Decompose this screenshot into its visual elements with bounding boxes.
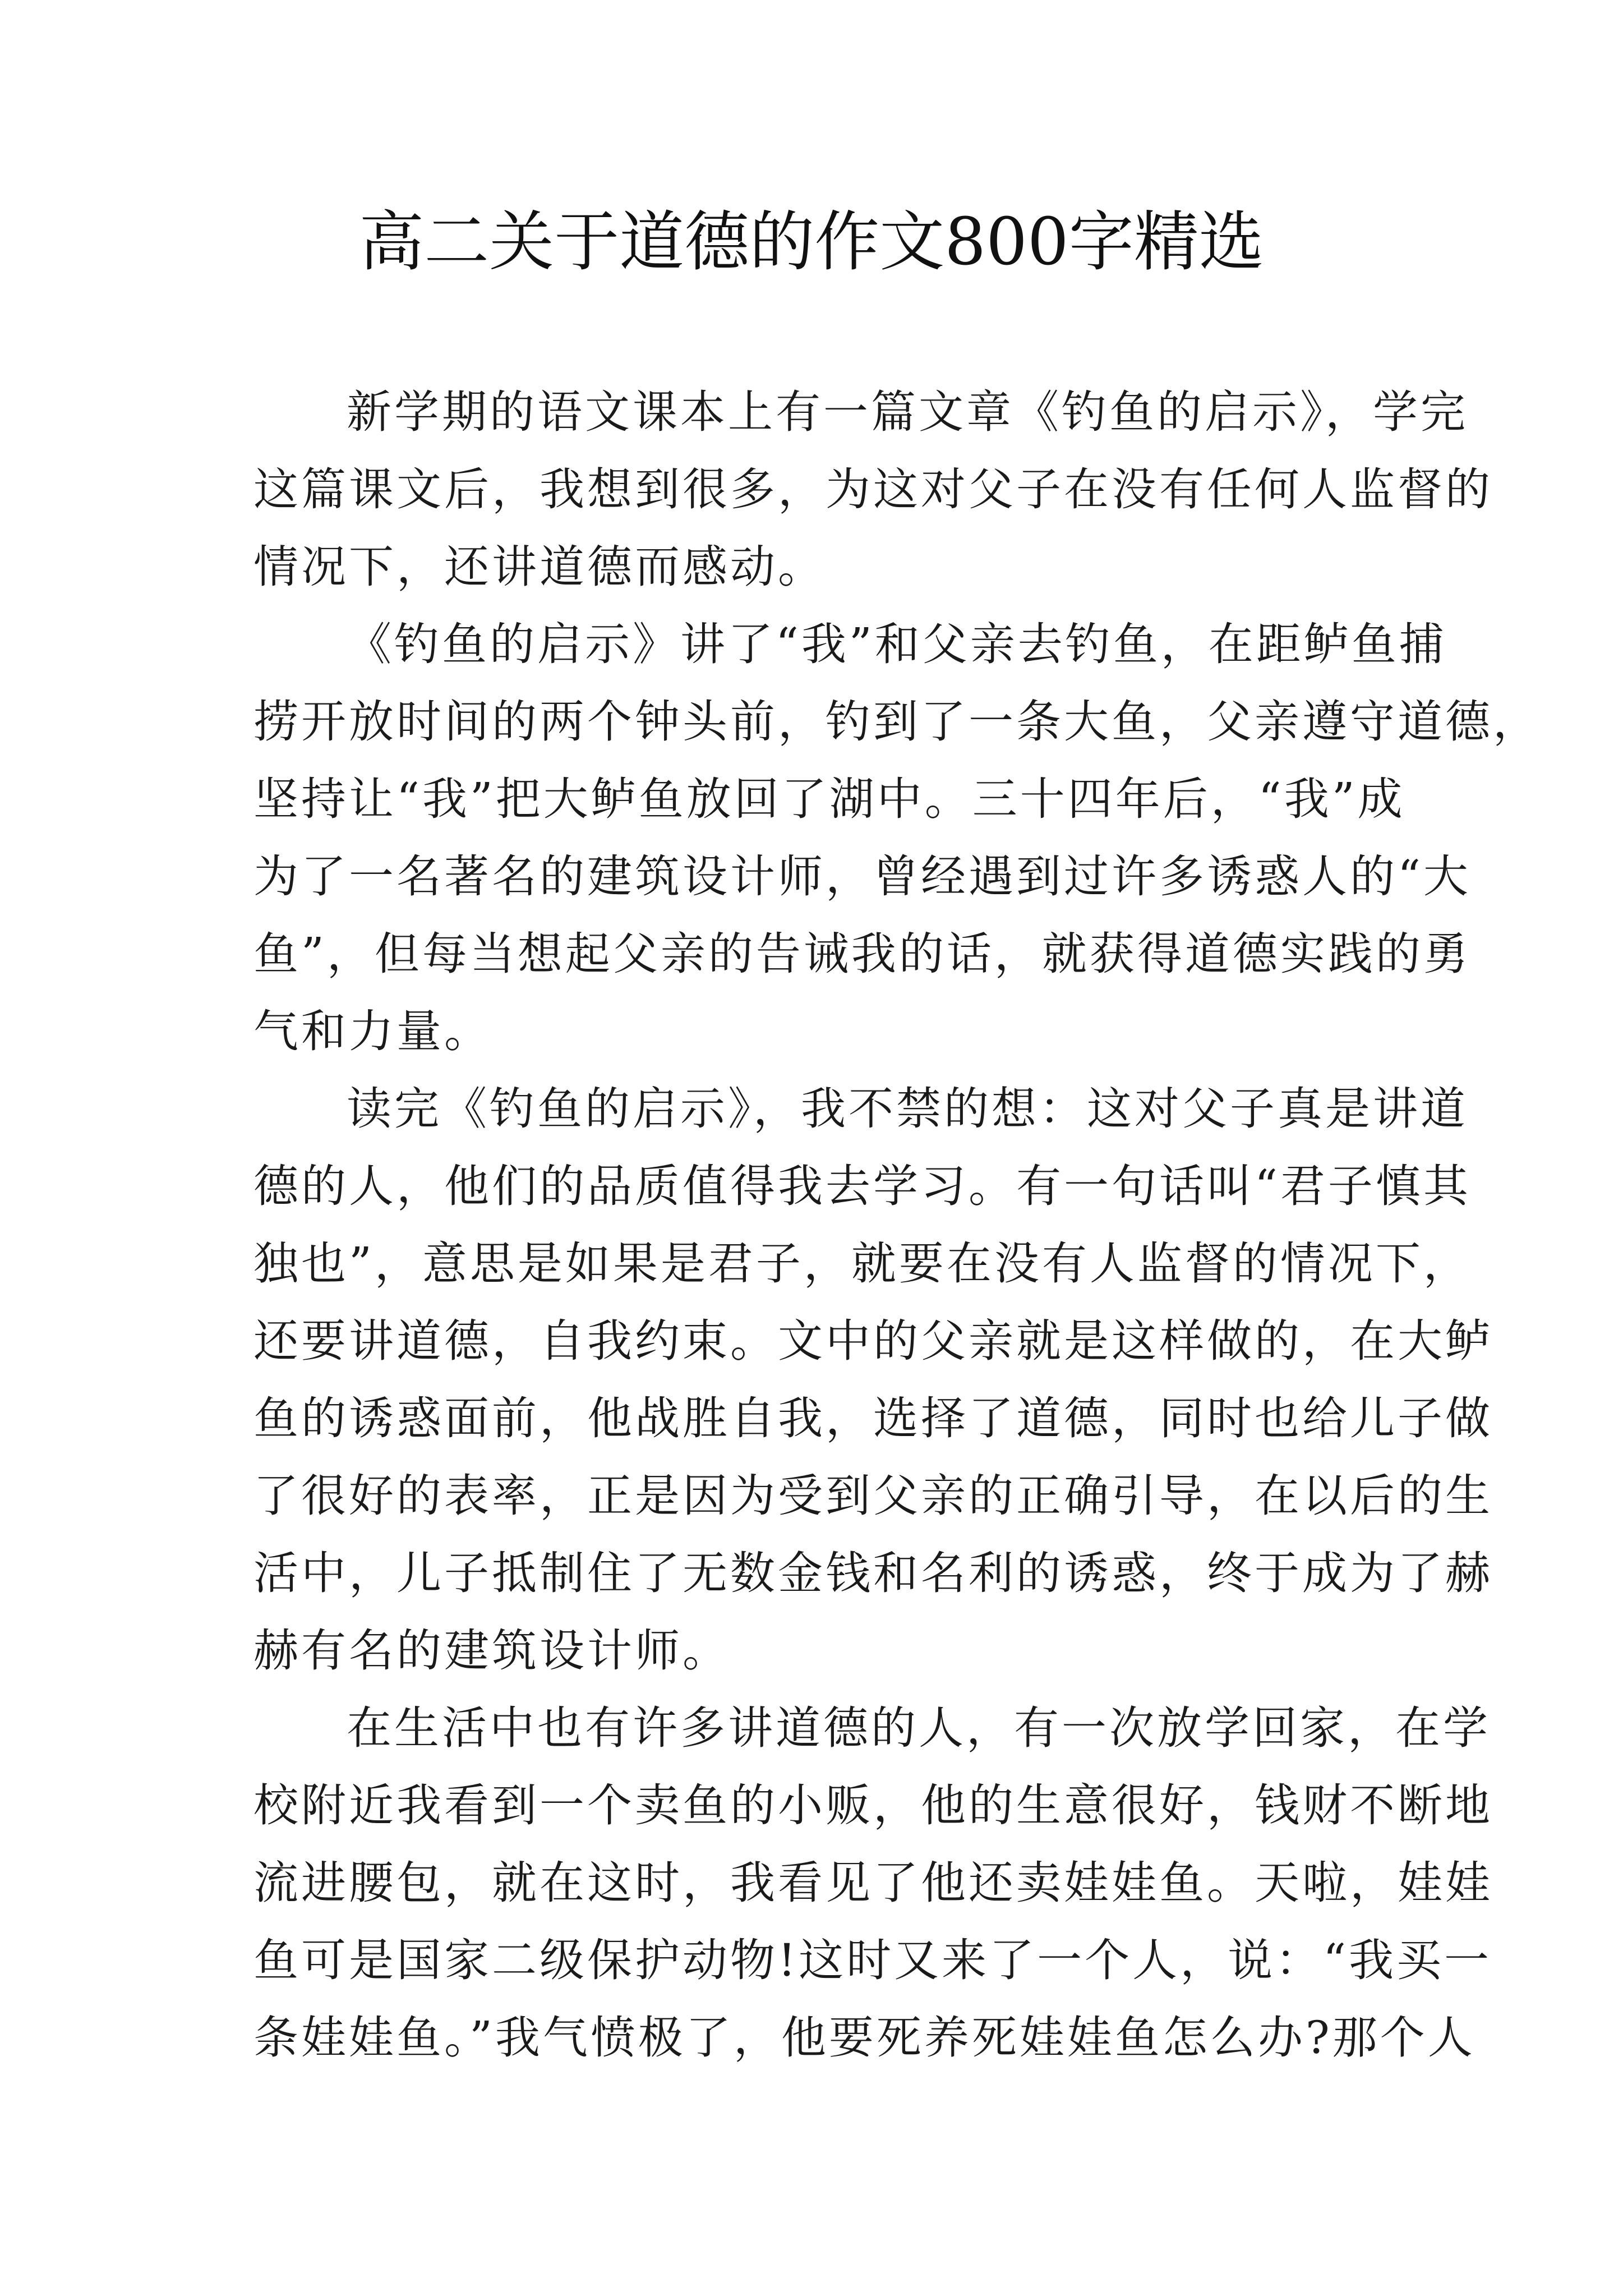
text-line: 鱼”，但每当想起父亲的告诫我的话，就获得道德实践的勇 <box>253 928 1471 980</box>
text-line: 在生活中也有许多讲道德的人，有一次放学回家，在学 <box>347 1702 1491 1754</box>
text-line: 新学期的语文课本上有一篇文章《钓鱼的启示》，学完 <box>347 386 1468 438</box>
text-line: 鱼可是国家二级保护动物!这时又来了一个人，说：“我买一 <box>253 1934 1492 1986</box>
text-line: 捞开放时间的两个钟头前，钓到了一条大鱼，父亲遵守道德， <box>253 696 1541 748</box>
text-line: 这篇课文后，我想到很多，为这对父子在没有任何人监督的 <box>253 463 1493 516</box>
text-line: 鱼的诱惑面前，他战胜自我，选择了道德，同时也给儿子做 <box>253 1392 1493 1444</box>
text-line: 校附近我看到一个卖鱼的小贩，他的生意很好，钱财不断地 <box>253 1779 1493 1832</box>
text-line: 气和力量。 <box>253 1005 492 1057</box>
essay-body <box>253 374 1541 2077</box>
text-line: 独也”，意思是如果是君子，就要在没有人监督的情况下， <box>253 1237 1471 1290</box>
text-line: 流进腰包，就在这时，我看见了他还卖娃娃鱼。天啦，娃娃 <box>253 1857 1493 1909</box>
text-line: 情况下，还讲道德而感动。 <box>253 541 826 593</box>
text-line: 还要讲道德，自我约束。文中的父亲就是这样做的，在大鲈 <box>253 1315 1493 1367</box>
text-line: 德的人，他们的品质值得我去学习。有一句话叫“君子慎其 <box>253 1160 1471 1212</box>
text-line: 了很好的表率，正是因为受到父亲的正确引导，在以后的生 <box>253 1470 1493 1522</box>
text-line: 赫有名的建筑设计师。 <box>253 1625 730 1677</box>
document-title: 高二关于道德的作文800字精选 <box>359 204 1264 280</box>
text-line: 活中，儿子抵制住了无数金钱和名利的诱惑，终于成为了赫 <box>253 1547 1493 1599</box>
text-line: 为了一名著名的建筑设计师，曾经遇到过许多诱惑人的“大 <box>253 850 1471 903</box>
text-line: 条娃娃鱼。”我气愤极了，他要死养死娃娃鱼怎么办?那个人 <box>253 2012 1476 2064</box>
text-line: 读完《钓鱼的启示》，我不禁的想：这对父子真是讲道 <box>347 1083 1468 1135</box>
text-line: 《钓鱼的启示》讲了“我”和父亲去钓鱼，在距鲈鱼捕 <box>347 618 1447 670</box>
text-line: 坚持让“我”把大鲈鱼放回了湖中。三十四年后，“我”成 <box>253 773 1405 825</box>
